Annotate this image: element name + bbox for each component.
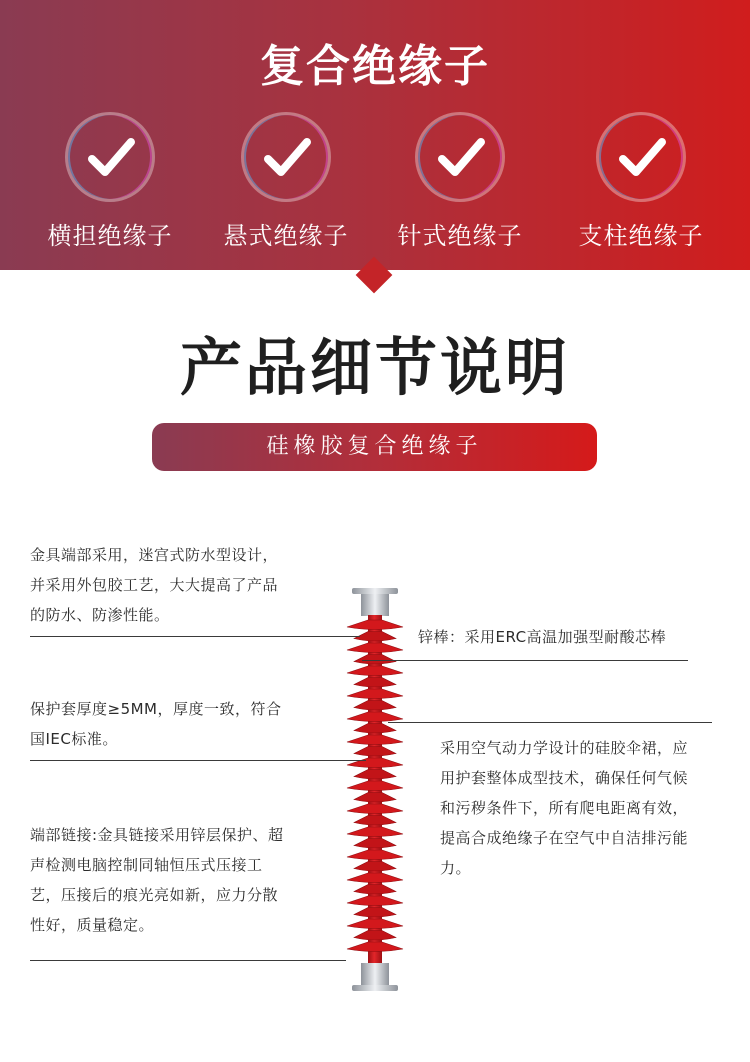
bottom-fitting: [361, 963, 389, 985]
note-sheath: 保护套厚度≥5MM，厚度一致，符合 国IEC标准。: [30, 700, 282, 748]
shed: [347, 873, 403, 883]
bottom-flange: [352, 985, 398, 991]
banner-title: 复合绝缘子: [260, 41, 490, 92]
top-flange: [352, 588, 398, 594]
insulator-image: [342, 585, 408, 995]
shed: [354, 747, 396, 757]
shed: [347, 896, 403, 906]
product-pill: 硅橡胶复合绝缘子: [152, 423, 597, 471]
feature-label: 针式绝缘子: [397, 222, 523, 250]
shed: [347, 781, 403, 791]
feature-label: 悬式绝缘子: [223, 222, 349, 250]
feature-suspension: [201, 112, 371, 251]
feature-crossarm: [25, 112, 195, 251]
shed: [347, 850, 403, 860]
feature-pin: [375, 112, 545, 251]
shed: [354, 908, 396, 918]
shed: [347, 827, 403, 837]
shed: [347, 666, 403, 676]
top-fitting: [361, 594, 389, 616]
shed: [354, 770, 396, 780]
shed: [354, 632, 396, 642]
feature-label: 支柱绝缘子: [578, 222, 704, 250]
note-rod: 锌棒：采用ERC高温加强型耐酸芯棒: [418, 628, 667, 646]
shed: [354, 678, 396, 688]
note-fitting: 金具端部采用，迷宫式防水型设计， 并采用外包胶工艺，大大提高了产品 的防水、防渗性能。: [30, 546, 279, 624]
leader-line-shed: [388, 722, 712, 723]
shed: [354, 816, 396, 826]
shed: [347, 919, 403, 929]
shed: [354, 885, 396, 895]
shed: [347, 804, 403, 814]
note-shed: 采用空气动力学设计的硅胶伞裙，应 用护套整体成型技术，确保任何气候 和污秽条件下，所有爬电距离有效， 提高合成绝缘子在空气中自洁排污能 力。: [440, 739, 689, 877]
check-icon: [241, 112, 331, 202]
leader-line-fitting: [30, 636, 360, 637]
leader-line-end: [30, 960, 346, 961]
shed: [347, 689, 403, 699]
shed: [354, 724, 396, 734]
shed: [347, 620, 403, 630]
feature-label: 横担绝缘子: [47, 222, 173, 250]
shed: [347, 712, 403, 722]
leader-line-sheath: [30, 760, 366, 761]
shed: [354, 701, 396, 711]
shed: [347, 643, 403, 653]
shed: [354, 862, 396, 872]
check-icon: [596, 112, 686, 202]
check-icon: [415, 112, 505, 202]
sheds-group: [347, 620, 403, 952]
shed: [347, 942, 403, 952]
section-title: 产品细节说明: [179, 331, 570, 404]
check-icon: [65, 112, 155, 202]
note-end: 端部链接:金具链接采用锌层保护、超 声检测电脑控制同轴恒压式压接工 艺，压接后的痕光亮如新，应力分散 性好，质量稳定。: [30, 826, 284, 934]
shed: [347, 735, 403, 745]
feature-post: [556, 112, 726, 251]
shed: [354, 793, 396, 803]
shed: [354, 931, 396, 941]
shed: [354, 839, 396, 849]
leader-line-rod: [362, 660, 688, 661]
